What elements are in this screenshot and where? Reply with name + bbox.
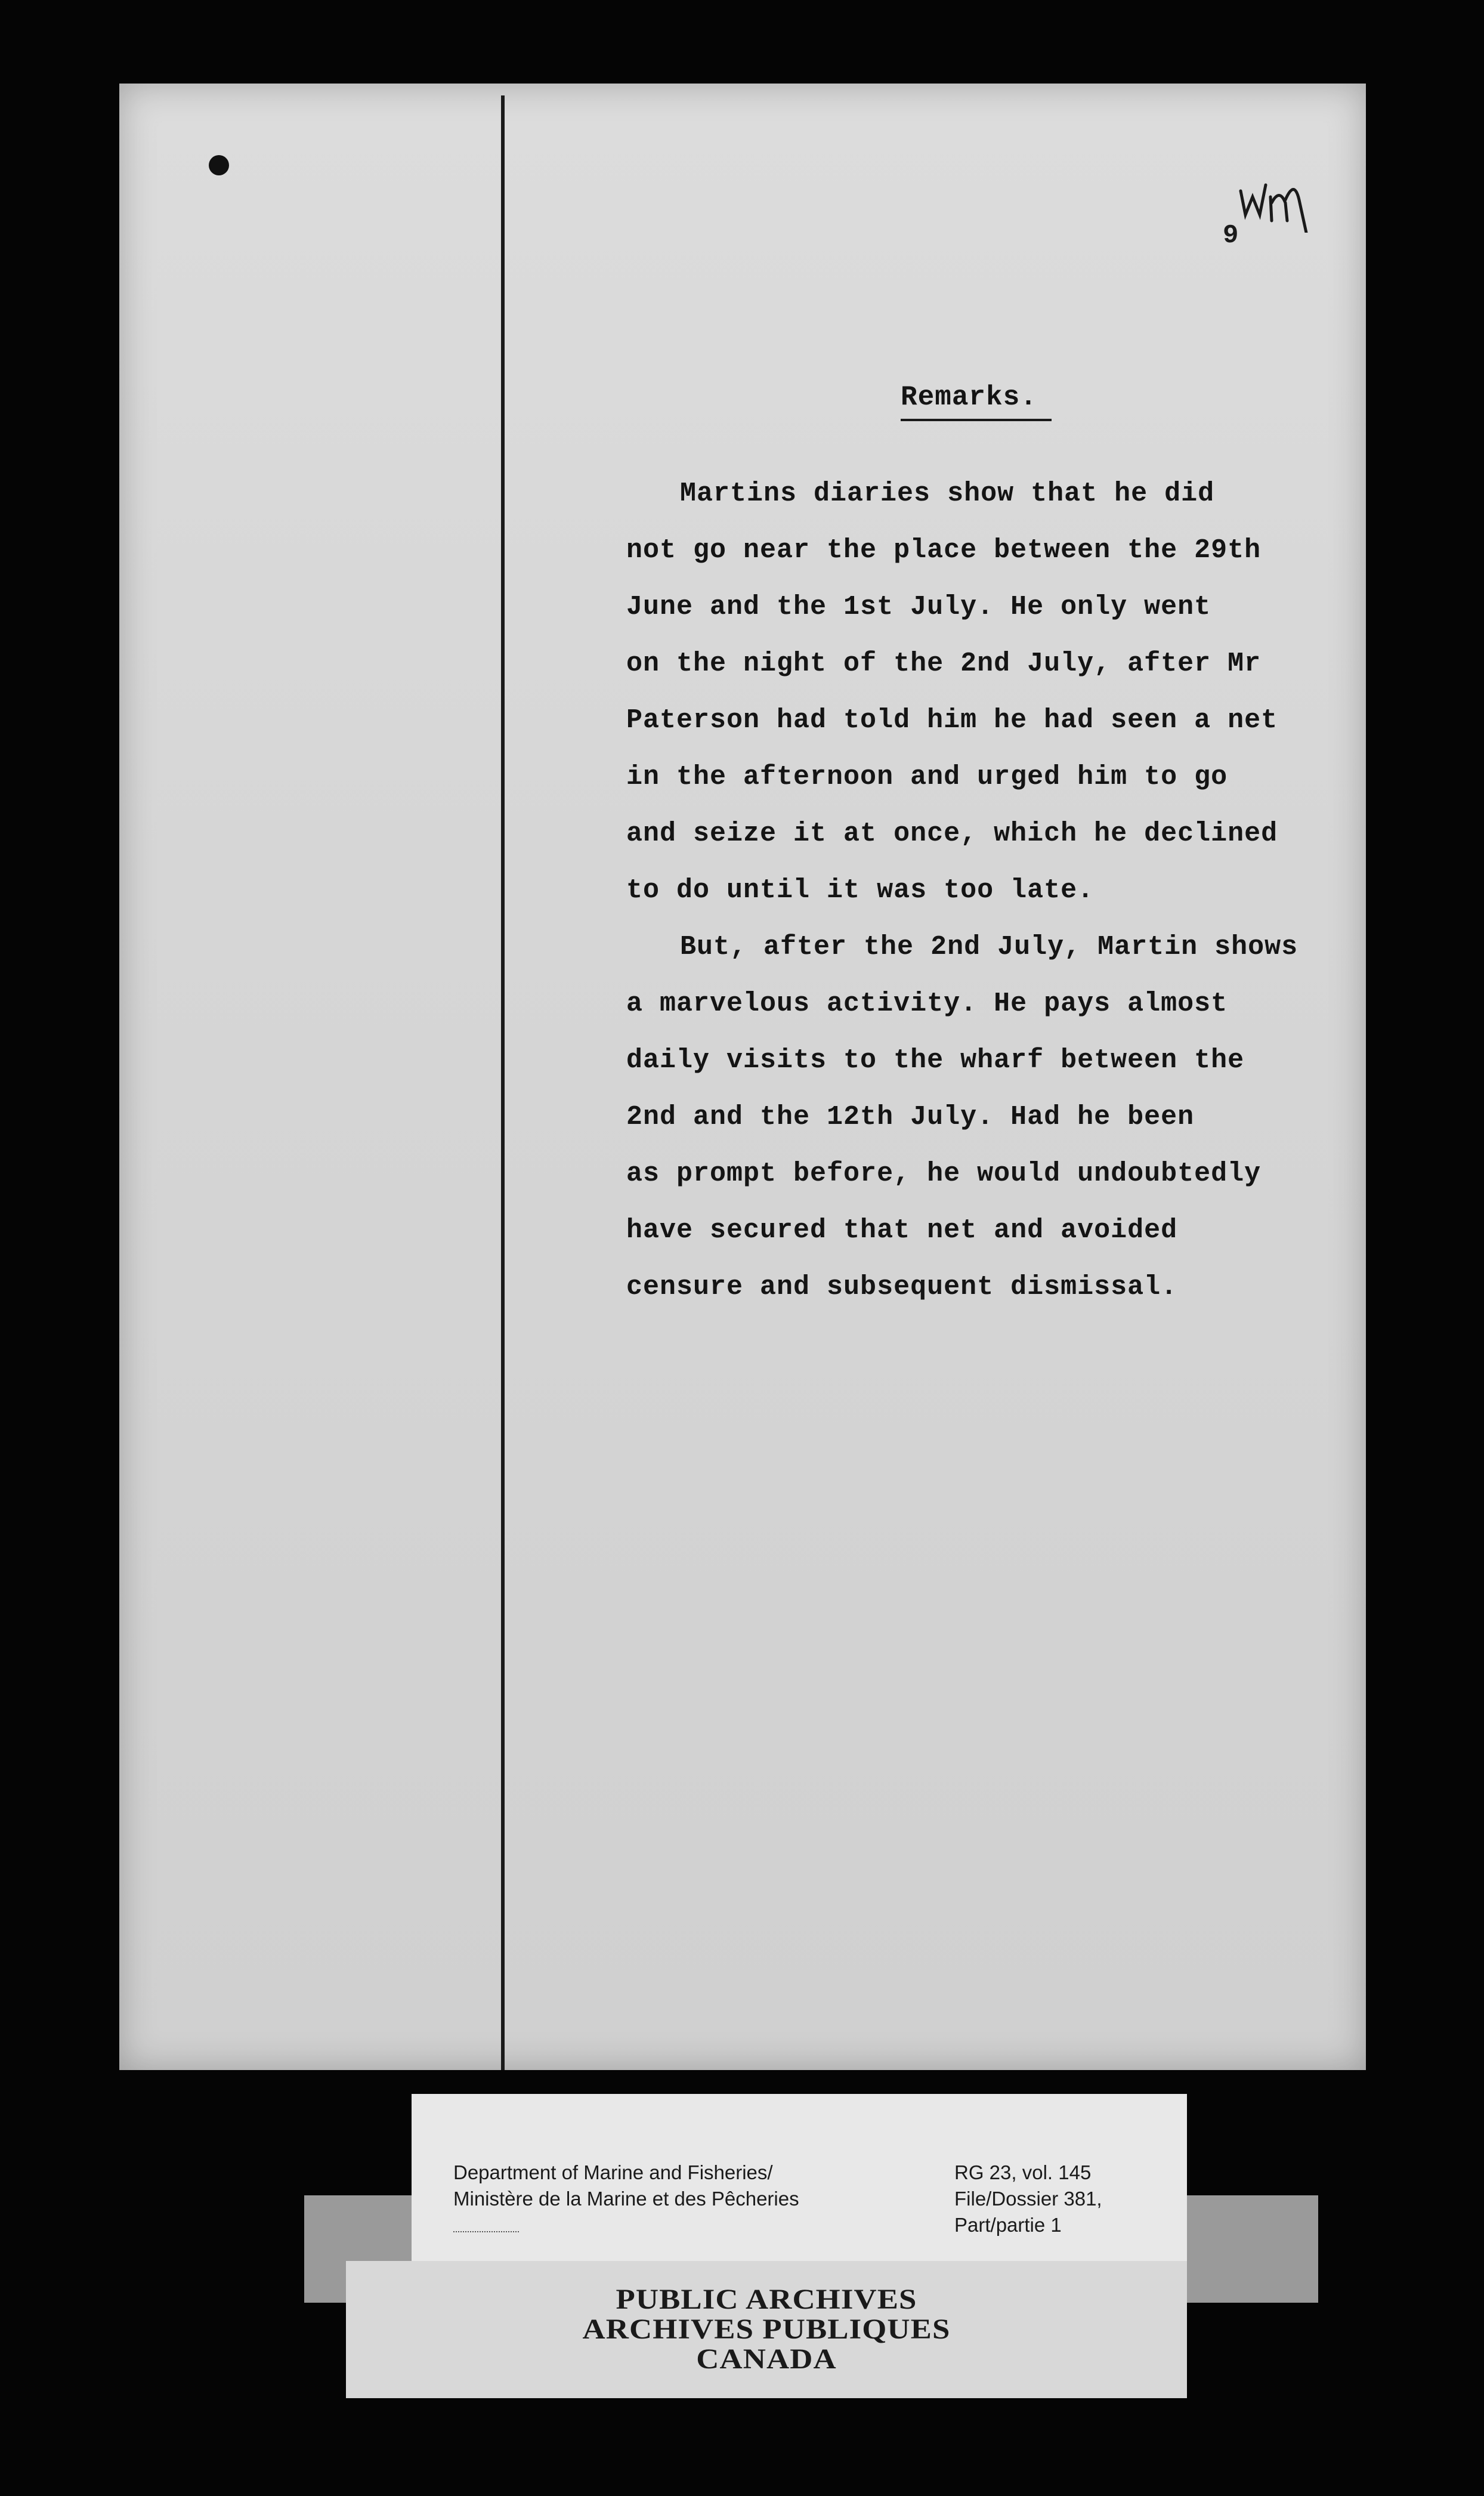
stamp-line-3: CANADA bbox=[696, 2343, 837, 2375]
archive-stamp-band bbox=[346, 2261, 1187, 2398]
punch-hole bbox=[209, 155, 229, 175]
page-number: 9 bbox=[1223, 221, 1239, 251]
text-line: Paterson had told him he had seen a net bbox=[626, 705, 1278, 736]
text-line: daily visits to the wharf between the bbox=[626, 1045, 1245, 1076]
text-line: to do until it was too late. bbox=[626, 875, 1095, 906]
text-line: as prompt before, he would undoubtedly bbox=[626, 1159, 1262, 1189]
archive-stamp bbox=[346, 2285, 1187, 2374]
stamp-line-2: ARCHIVES PUBLIQUES bbox=[582, 2313, 951, 2345]
stamp-line-1: PUBLIC ARCHIVES bbox=[616, 2284, 917, 2315]
archive-reference bbox=[954, 2160, 1102, 2238]
reference-group: RG 23, vol. 145 bbox=[954, 2161, 1092, 2183]
text-line: on the night of the 2nd July, after Mr bbox=[626, 648, 1262, 679]
department-names bbox=[453, 2160, 799, 2212]
department-fr: Ministère de la Marine et des Pêcheries bbox=[453, 2188, 799, 2210]
file-number: File/Dossier 381, bbox=[954, 2188, 1102, 2210]
handwritten-initials-mark bbox=[1235, 155, 1312, 233]
text-line: But, after the 2nd July, Martin shows bbox=[680, 932, 1298, 962]
remarks-heading: Remarks. bbox=[901, 382, 1052, 421]
label-dotted-line bbox=[453, 2231, 519, 2232]
margin-rule bbox=[501, 95, 505, 2070]
text-line: in the afternoon and urged him to go bbox=[626, 762, 1228, 792]
text-line: censure and subsequent dismissal. bbox=[626, 1272, 1178, 1302]
document-page bbox=[119, 84, 1366, 2070]
part-number: Part/partie 1 bbox=[954, 2214, 1062, 2236]
text-line: Martins diaries show that he did bbox=[680, 478, 1215, 509]
text-line: June and the 1st July. He only went bbox=[626, 592, 1211, 622]
text-line: not go near the place between the 29th bbox=[626, 535, 1262, 566]
archive-reference-label bbox=[412, 2094, 1187, 2261]
text-line: 2nd and the 12th July. Had he been bbox=[626, 1102, 1195, 1132]
remarks-body bbox=[626, 465, 1420, 1315]
department-en: Department of Marine and Fisheries/ bbox=[453, 2161, 773, 2183]
text-line: a marvelous activity. He pays almost bbox=[626, 988, 1228, 1019]
text-line: and seize it at once, which he declined bbox=[626, 818, 1278, 849]
text-line: have secured that net and avoided bbox=[626, 1215, 1178, 1246]
